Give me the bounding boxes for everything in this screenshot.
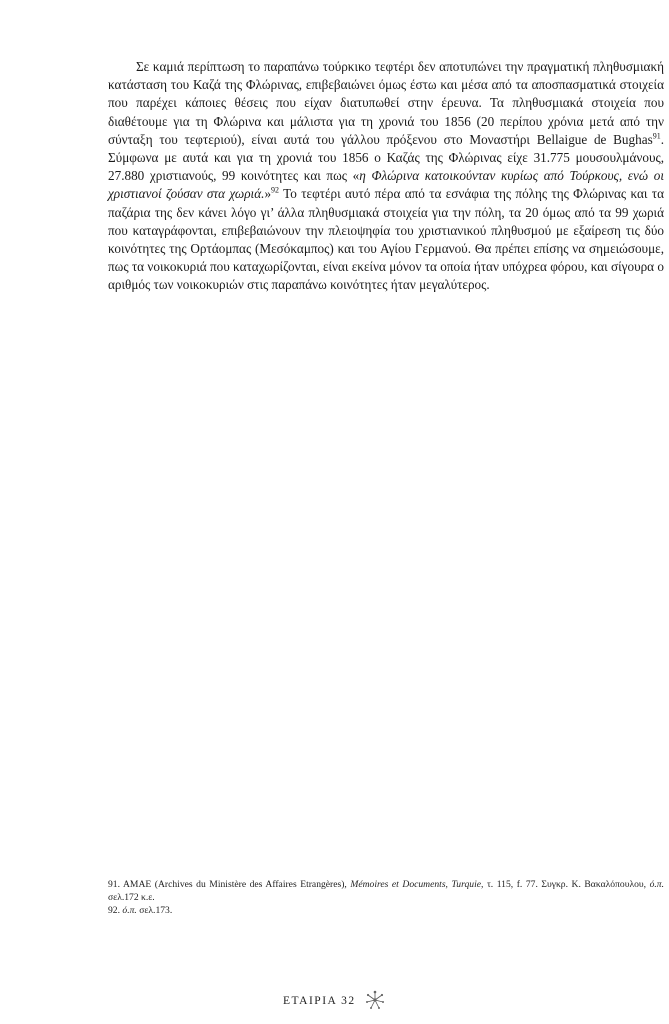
footnote-91-text-c: σελ.172 κ.ε. xyxy=(108,892,155,903)
quoted-text: η Φλώρινα κατοικούνταν κυρίως από Τούρκους, ενώ οι χριστιανοί ζούσαν στα χωριά. xyxy=(108,168,664,202)
body-paragraph xyxy=(108,58,664,295)
journal-label: ΕΤΑΙΡΙΑ xyxy=(283,995,337,1008)
footnote-92-number: 92. xyxy=(108,905,123,916)
paragraph-text-part-1: Σε καμιά περίπτωση το παραπάνω τούρκικο τεφτέρι δεν αποτυπώνει την πραγματική πληθυσμιακή κατάσταση του Καζά της Φλώρινας, επιβεβαιώνει όμως έστω και μέσα από τα αποσπασματικά στοιχεία που παρέχει κάποιες θέσεις που είχαν διατυπωθεί στην έρευνα. Τα πληθυσμιακά στοιχεία που διαθέτουμε για τη Φλώρινα και μάλιστα για τη χρονιά του 1856 (20 περίπου χρόνια μετά από την σύνταξη του τεφτεριού), είναι αυτά του γάλλου πρόξενου στο Μοναστήρι Bellaigue de Bughas xyxy=(108,59,664,147)
footnote-91-title: Mémoires et Documents, Turquie, xyxy=(350,879,484,890)
footnote-91 xyxy=(108,878,664,904)
page-number: 32 xyxy=(341,995,356,1008)
paragraph-text-part-2: . Σύμφωνα με αυτά και για τη χρονιά του 1856 ο Καζάς της Φλώρινας είχε 31.775 μουσουλμάνους, 27.880 χριστιανούς, 99 κοινότητες και πως « xyxy=(108,131,664,184)
footnote-92-op-cit: ό.π. xyxy=(122,905,137,916)
footnote-91-text-b: τ. 115, f. 77. Συγκρ. Κ. Βακαλόπουλου, xyxy=(483,879,650,890)
footnote-ref-91[interactable]: 91 xyxy=(652,131,661,141)
footnote-92 xyxy=(108,904,664,917)
paragraph-text-part-3: » xyxy=(264,186,272,202)
footnote-91-text-a: 91. AMAE (Archives du Ministère des Affaires Etrangères), xyxy=(108,879,351,890)
page-footer xyxy=(0,990,669,1013)
footnote-ref-92[interactable]: 92 xyxy=(271,186,280,196)
footnote-92-text: σελ.173. xyxy=(136,905,173,916)
floral-ornament-icon xyxy=(364,990,386,1013)
footnote-91-op-cit: ό.π. xyxy=(649,879,664,890)
footnotes-section xyxy=(108,878,664,917)
paragraph-text-part-4: Το τεφτέρι αυτό πέρα από τα εσνάφια της πόλης της Φλώρινας και τα παζάρια της δεν κάνει λόγο γι’ άλλα πληθυσμιακά στοιχεία για την πόλη, τα 20 όμως από τα 99 χωριά που καταγράφονται, επιβεβαιώνουν την πλειοψηφία του χριστιανικού πληθυσμού με εξαίρεση τις δύο κοινότητες της Ορτάομπας (Μεσόκαμπος) και του Αγίου Γερμανού. Θα πρέπει επίσης να σημειώσουμε, πως τα νοικοκυριά που καταχωρίζονται, είναι εκείνα μόνον τα οποία ήταν υπόχρεα φόρου, και σίγουρα ο αριθμός των νοικοκυριών στις παραπάνω κοινότητες ήταν μεγαλύτερος. xyxy=(108,186,664,293)
